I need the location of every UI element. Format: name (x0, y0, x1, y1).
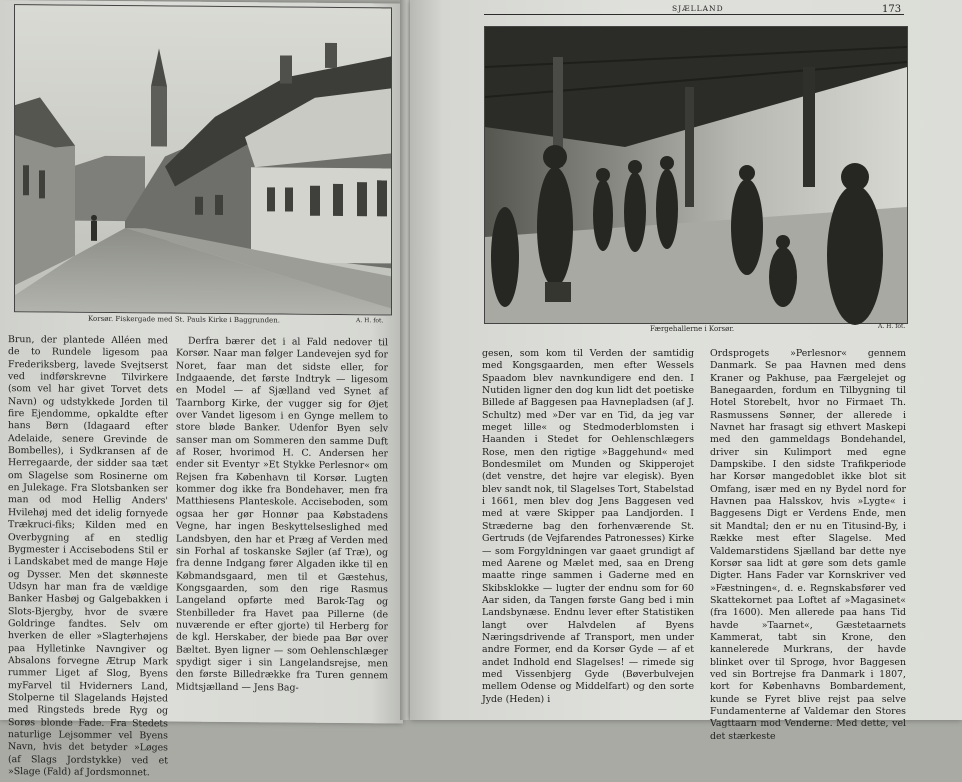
right-text-column-1 (482, 348, 694, 706)
ferry-hall-photo (484, 26, 908, 324)
running-head: SJÆLLAND (672, 4, 724, 13)
paragraph: gesen, som kom til Verden der samtidig med Kongsgaarden, men efter Wessels Spaadom blev navnkundigere end den. I Nutiden ligner den dog kun lidt det poetiske Billede af Baggesen paa Havnepladsen (af J. Schultz) med »Der var en Tid, da jeg var meget lille« og Stedmoderblomsten i Haanden i Stedet for Oehlenschlægers Rose, men den rigtige »Baggehund« med Bondesmilet om Munden og Skipperojet (det venstre, det højre var elegisk). Byen blev sandt nok, til Slagelses Tort, Stabelstad i 1661, men blev dog Jens Baggesen ved med at være Skipper paa Landjorden. I Stræderne bag den forhenværende St. Gertruds (de Vejfarendes Patronesses) Kirke — som Forgyldningen var gaaet grundigt af med Aarene og Mælet med, saa en Dreng maatte ringe sammen i Gaderne med en Skibsklokke — lugter der endnu som for 60 Aar siden, da Tangen første Gang bed i min Landsbynæse. Endnu lever efter Statistiken langt over Halvdelen af Byens Næringsdrivende af Transport, men under andre Former, end da Korsør Gyde — af et andet Indhold end Slagelses! — rimede sig med Vissenbjerg Gyde (Bøverbulvejen mellem Odense og Middelfart) og den sorte Jyde (Heden) i (482, 348, 694, 705)
right-text-column-2 (710, 348, 906, 743)
ferry-hall-photo-credit: A. H. fot. (878, 323, 906, 330)
right-page (410, 0, 962, 742)
paragraph: Ordsprogets »Perlesnor« gennem Danmark. Se paa Havnen med dens Kraner og Pakhuse, paa Færgelejet og Banegaarden, fordum en Tilbygning til Hotel Storebelt, hvor no Firmaet Th. Rasmussens Sønner, der allerede i Navnet har frasagt sig ethvert Maskepi med den gammeldags Bondehandel, driver sin Kulimport med egne Dampskibe. I den sidste Trafikperiode har Korsør mangedoblet ikke blot sit Omfang, især med en ny Bydel nord for Havnen paa Halsskov, hvis »Lygte« i Baggesens Digt er Verdens Ende, men sit Mandtal; den er nu en Titusind-By, i Række mest efter Slagelse. Med Valdemarstidens Sjælland bar dette nye Korsør saa lidt at gøre som dets gamle Digter. Hans Fader var Kornskriver ved »Fæstningen«, d. e. Regnskabsfører ved Skattekornet paa Loftet af »Magasinet« (fra 1600). Men allerede paa hans Tid havde »Taarnet«, Gæstetaarnets Kammerat, tabt sin Krone, den kannelerede Murkrans, der havde blinket over til Sprogø, hvor Baggesen ved sin Bortrejse fra Danmark i 1807, kort for Københavns Bombardement, kunde se Fyret blive rejst paa selve Fundamenterne af Valdemar den Stores Vagttaarn mod Venderne. Med dette, vel det stærkeste (710, 348, 906, 742)
street-scene-illustration (15, 5, 391, 314)
street-photo-caption: Korsør. Fiskergade med St. Pauls Kirke i Baggrunden. (88, 314, 280, 325)
page-number: 173 (882, 4, 902, 15)
left-text-column-1 (8, 334, 168, 780)
left-page (0, 0, 403, 779)
paragraph: Brun, der plantede Alléen med de to Rundele ligesom paa Frederiksberg, lavede Svejtserst ved indførskrevne Tilvirkere (som vel har givet Torvet dets Navn) og udstykkede Jorden til fire Ejendomme, opkaldte efter hans Børn (Idagaard efter Adelaide, senere Grevinde de Bombelles), i Sydkransen af de Herregaarde, der sidder saa tæt om Slagelse som Rosinerne om en Julekage. Fra Slotsbanken ser man od mod Hellig Anders' Hvilehøj med det idelig fornyede Trækruci-fiks; Kilden med en Overbygning af en stedlig Bygmester i Accisebodens Stil er i Landskabet med de mange Høje og Dysser. Men det skønneste Udsyn har man fra de vældige Banker Hasbøj og Galgebakken i Slots-Bjergby, hvor de svære Goldringe fandtes. Selv om hverken de eller »Slagterhøjens paa Hylletinke Navngiver og Absalons forvegne Ætrup Mark rummer Liget af Slog, Byens myFarvel til Hviderners Land, Stolperne til Slagelands Højsted med Ringsteds brede Ryg og Sorøs blonde Fade. Fra Stedets naturlige Lejsommer vel Byens Navn, hvis det betyder »Løges (af Slags Jordstykke) ved et »Slage (Fald) af Jordsmonnet. (8, 334, 168, 779)
header-rule (484, 14, 904, 15)
left-text-column-2 (176, 336, 388, 696)
ferry-hall-illustration (485, 27, 907, 323)
paragraph: Derfra bærer det i al Fald nedover til Korsør. Naar man følger Landevejen syd for Noret, faar man det sidste eller, for Indgaaende, det første Indtryk — ligesom en Model — af Sjælland ved Synet af Taarnborg Kirke, der vugger sig for Øjet over Vandet ligesom i en Gynge mellem to store bløde Banker. Udenfor Byen selv sanser man om Sommeren den samme Duft af Roser, hvorimod H. C. Andersen her ender sit Eventyr »Et Stykke Perlesnor« om Rejsen fra København til Korsør. Lugten kommer dog ikke fra Bondehaver, men fra Matthiesens Planteskole. Acciseboden, som ogsaa her gør Honnør paa Købstadens Vegne, har ingen Beskyttelseslighed med Landsbyen, den har et Præg af Verden med sin Forhal af toskanske Søjler (af Træ), og fra denne Indgang fører Algaden ikke til en Købmandsgaard, men til et Gæstehus, Kongsgaarden, som den rige Rasmus Langeland opførte med Barok-Tag og Stenbilleder fra Havet paa Pillerne (de nuværende er efter gjorte) til Herberg for de kgl. Herskaber, der biede paa Bør over Bæltet. Byen ligner — som Oehlenschlæger spydigt siger i sin Langelandsrejse, men den første Billedrække fra Turen gennem Midtsjælland — Jens Bag- (176, 335, 388, 694)
ferry-hall-photo-caption: Færgehallerne i Korsør. (650, 325, 735, 333)
street-photo (14, 4, 392, 315)
street-photo-credit: A. H. fot. (356, 317, 384, 325)
